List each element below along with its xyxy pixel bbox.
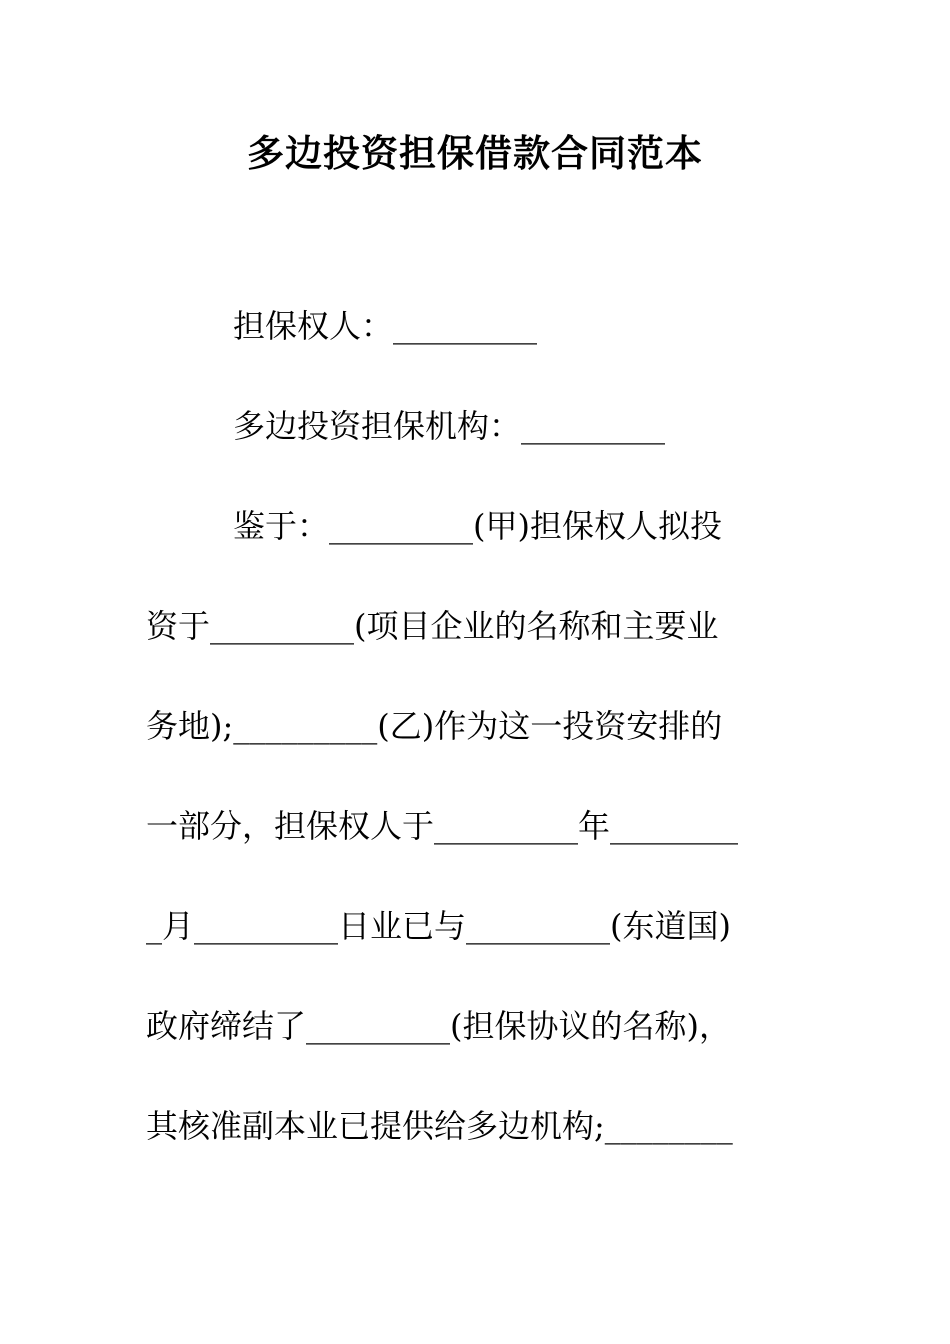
guarantee-holder-line: 担保权人：_________	[233, 307, 538, 345]
paragraph-line: 其核准副本业已提供给多边机构;________	[146, 1107, 733, 1145]
miga-line: 多边投资担保机构：_________	[233, 407, 666, 445]
paragraph-line: _月_________日业已与_________(东道国)	[146, 907, 731, 945]
paragraph-line: 政府缔结了_________(担保协议的名称)，	[146, 1007, 731, 1045]
paragraph-line: 务地);_________(乙)作为这一投资安排的	[146, 707, 723, 745]
paragraph-line: 一部分，担保权人于_________年________	[146, 807, 739, 845]
whereas-line: 鉴于：_________(甲)担保权人拟投	[233, 507, 722, 545]
document-title: 多边投资担保借款合同范本	[247, 131, 703, 175]
paragraph-line: 资于_________(项目企业的名称和主要业	[146, 607, 719, 645]
